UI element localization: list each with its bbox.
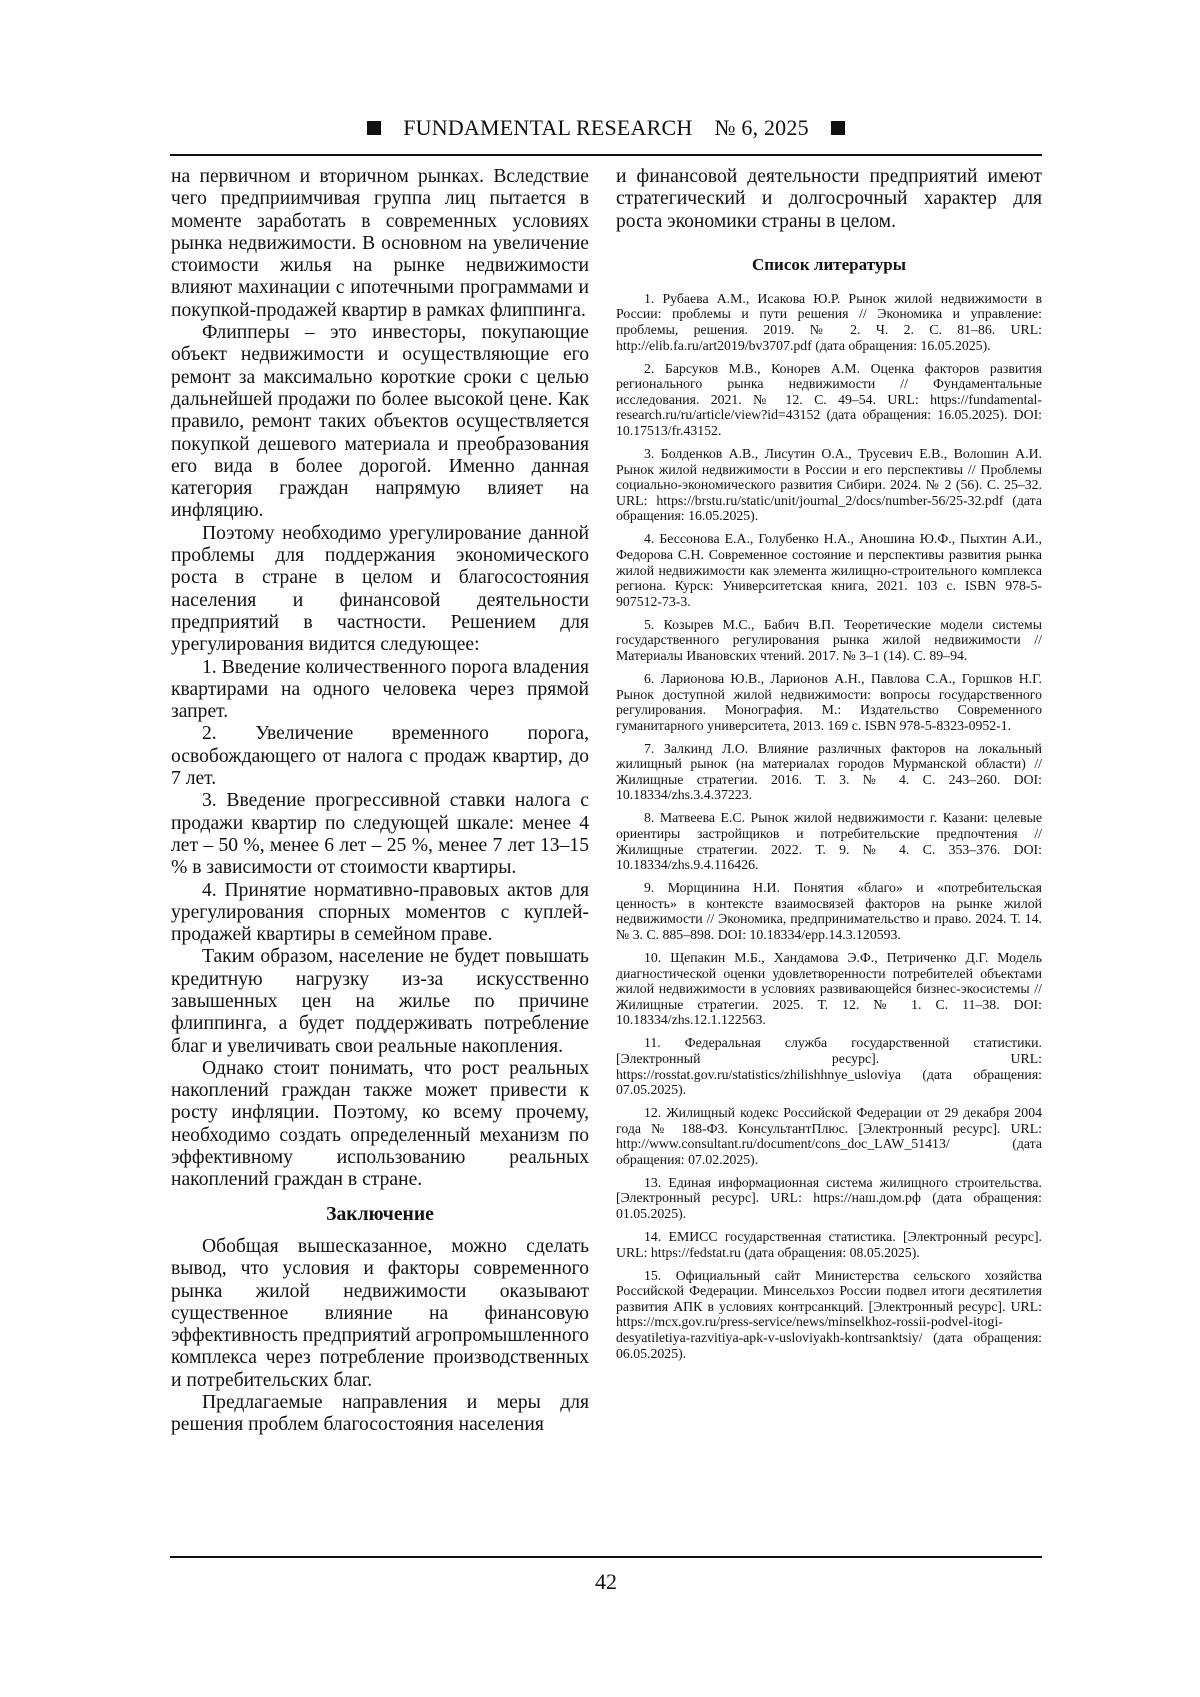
reference-item: 3. Болденков А.В., Лисутин О.А., Трусевич Е.В., Волошин А.И. Рынок жилой недвижимости в России и его перспективы // Проблемы социально-экономического развития Сибири. 2024. № 2 (56). С. 25–32. URL: https://brstu.ru/static/unit/journal_2/docs/number-56/25-32.pdf (дата обращения: 16.05.2025).	[616, 446, 1042, 524]
body-paragraph: Таким образом, население не будет повышать кредитную нагрузку из-за искусственно завышенных цен на жилье по причине флиппинга, а будет поддерживать потребление благ и увеличивать свои реальные накопления.	[171, 946, 589, 1057]
footer-divider	[170, 1556, 1042, 1558]
body-paragraph: Поэтому необходимо урегулирование данной проблемы для поддержания экономического роста в стране в целом и благосостояния населения и финансовой деятельности предприятий в частности. Решением для урегулирования видится следующее:	[171, 522, 589, 656]
list-paragraph: 4. Принятие нормативно-правовых актов для урегулирования спорных моментов с куплей-продажей квартиры в семейном праве.	[171, 879, 589, 946]
left-column	[171, 166, 589, 1437]
header-divider	[170, 154, 1042, 156]
body-paragraph: Обобщая вышесказанное, можно сделать вывод, что условия и факторы современного рынка жилой недвижимости оказывают существенное влияние на финансовую эффективность предприятий агропромышленного комплекса через потребление производственных и потребительских благ.	[171, 1235, 589, 1391]
reference-item: 2. Барсуков М.В., Конорев А.М. Оценка факторов развития регионального рынка недвижимости // Фундаментальные исследования. 2021. № 12. С. 49–54. URL: https://fundamental-research.ru/ru/article/view?id=43152 (дата обращения: 16.05.2025). DOI: 10.17513/fr.43152.	[616, 360, 1042, 439]
reference-item: 1. Рубаева А.М., Исакова Ю.Р. Рынок жилой недвижимости в России: проблемы и пути решения // Экономика и управление: проблемы, решения. 2019. № 2. Ч. 2. С. 81–86. URL: http://elib.fa.ru/art2019/bv3707.pdf (дата обращения: 16.05.2025).	[616, 290, 1042, 353]
reference-item: 15. Официальный сайт Министерства сельского хозяйства Российской Федерации. Минсельхоз России подвел итоги десятилетия развития АПК в условиях контрсанкций. [Электронный ресурс]. URL: https://mcx.gov.ru/press-service/news/minselkhoz-rossii-podvel-itogi-desyatiletiya-razvitiya-apk-v-usloviyakh-kontrsanktsiy/ (дата обращения: 06.05.2025).	[616, 1267, 1042, 1361]
reference-list	[616, 291, 1042, 1361]
reference-item: 9. Морщинина Н.И. Понятия «благо» и «потребительская ценность» в контексте взаимосвязей факторов на рынке жилой недвижимости // Экономика, предпринимательство и право. 2024. Т. 14. № 3. С. 885–898. DOI: 10.18334/epp.14.3.120593.	[616, 880, 1042, 942]
square-bullet-icon	[831, 121, 845, 135]
right-column	[616, 166, 1042, 1369]
reference-item: 4. Бессонова Е.А., Голубенко Н.А., Аношина Ю.Ф., Пыхтин А.И., Федорова С.Н. Современное состояние и перспективы развития рынка жилой недвижимости как элемента жилищно-строительного комплекса региона. Курск: Университетская книга, 2021. 103 с. ISBN 978-5-907512-73-3.	[616, 531, 1042, 609]
body-paragraph: Однако стоит понимать, что рост реальных накоплений граждан также может привести к росту инфляции. Поэтому, ко всему прочему, необходимо создать определенный механизм по эффективному использованию реальных накоплений граждан в стране.	[171, 1057, 589, 1191]
list-paragraph: 3. Введение прогрессивной ставки налога с продажи квартир по следующей шкале: менее 4 лет – 50 %, менее 6 лет – 25 %, менее 7 лет 13–15 % в зависимости от стоимости квартиры.	[171, 790, 589, 879]
square-bullet-icon	[367, 121, 381, 135]
reference-item: 14. ЕМИСС государственная статистика. [Электронный ресурс]. URL: https://fedstat.ru (дата обращения: 08.05.2025).	[616, 1229, 1042, 1260]
reference-item: 11. Федеральная служба государственной статистики. [Электронный ресурс]. URL: https://rosstat.gov.ru/statistics/zhilishhnye_usloviya (дата обращения: 07.05.2025).	[616, 1035, 1042, 1098]
list-paragraph: 2. Увеличение временного порога, освобождающего от налога с продаж квартир, до 7 лет.	[171, 723, 589, 790]
body-paragraph: на первичном и вторичном рынках. Вследствие чего предприимчивая группа лиц пытается в моменте заработать в современных условиях рынка недвижимости. В основном на увеличение стоимости жилья на рынке недвижимости влияют махинации с ипотечными программами и покупкой-продажей квартир в рамках флиппинга.	[171, 166, 589, 321]
section-heading: Заключение	[326, 1203, 434, 1225]
references-heading: Список литературы	[751, 254, 907, 274]
journal-title: FUNDAMENTAL RESEARCH	[403, 115, 693, 140]
body-paragraph: Флипперы – это инвесторы, покупающие объект недвижимости и осуществляющие его ремонт за максимально короткие сроки с целью дальнейшей продажи по более высокой цене. Как правило, ремонт таких объектов осуществляется покупкой дешевого материала и преобразования его вида в более дорогой. Именно данная категория граждан напрямую влияет на инфляцию.	[171, 322, 589, 522]
journal-issue: № 6, 2025	[714, 115, 809, 140]
reference-item: 6. Ларионова Ю.В., Ларионов А.Н., Павлова С.А., Горшков Н.Г. Рынок доступной жилой недвижимости: вопросы государственного регулирования. Монография. М.: Издательство Современного гуманитарного университета, 2013. 169 с. ISBN 978-5-8323-0952-1.	[616, 670, 1042, 733]
body-paragraph: Предлагаемые направления и меры для решения проблем благосостояния населения	[171, 1392, 589, 1436]
reference-item: 10. Щепакин М.Б., Хандамова Э.Ф., Петриченко Д.Г. Модель диагностической оценки удовлетворенности потребителей объектами жилой недвижимости в условиях развивающейся бизнес-экосистемы // Жилищные стратегии. 2025. Т. 12. № 1. С. 11–38. DOI: 10.18334/zhs.12.1.122563.	[616, 949, 1042, 1028]
reference-item: 12. Жилищный кодекс Российской Федерации от 29 декабря 2004 года № 188-ФЗ. КонсультантПлюс. [Электронный ресурс]. URL: http://www.consultant.ru/document/cons_doc_LAW_51413/ (дата обращения: 07.02.2025).	[616, 1105, 1042, 1167]
reference-item: 13. Единая информационная система жилищного строительства. [Электронный ресурс]. URL: https://наш.дом.рф (дата обращения: 01.05.2025).	[616, 1174, 1042, 1222]
list-paragraph: 1. Введение количественного порога владения квартирами на одного человека через прямой запрет.	[171, 656, 589, 723]
reference-item: 7. Залкинд Л.О. Влияние различных факторов на локальный жилищный рынок (на материалах городов Мурманской области) // Жилищные стратегии. 2016. Т. 3. № 4. С. 243–260. DOI: 10.18334/zhs.3.4.37223.	[616, 740, 1042, 803]
running-header	[170, 110, 1042, 146]
body-paragraph: и финансовой деятельности предприятий имеют стратегический и долгосрочный характер для роста экономики страны в целом.	[616, 166, 1042, 232]
page-number: 42	[595, 1569, 617, 1594]
reference-item: 5. Козырев М.С., Бабич В.П. Теоретические модели системы государственного регулирования рынка жилой недвижимости // Материалы Ивановских чтений. 2017. № 3–1 (14). С. 89–94.	[616, 616, 1042, 663]
reference-item: 8. Матвеева Е.С. Рынок жилой недвижимости г. Казани: целевые ориентиры застройщиков и потребительские предпочтения // Жилищные стратегии. 2022. Т. 9. № 4. С. 353–376. DOI: 10.18334/zhs.9.4.116426.	[616, 810, 1042, 873]
